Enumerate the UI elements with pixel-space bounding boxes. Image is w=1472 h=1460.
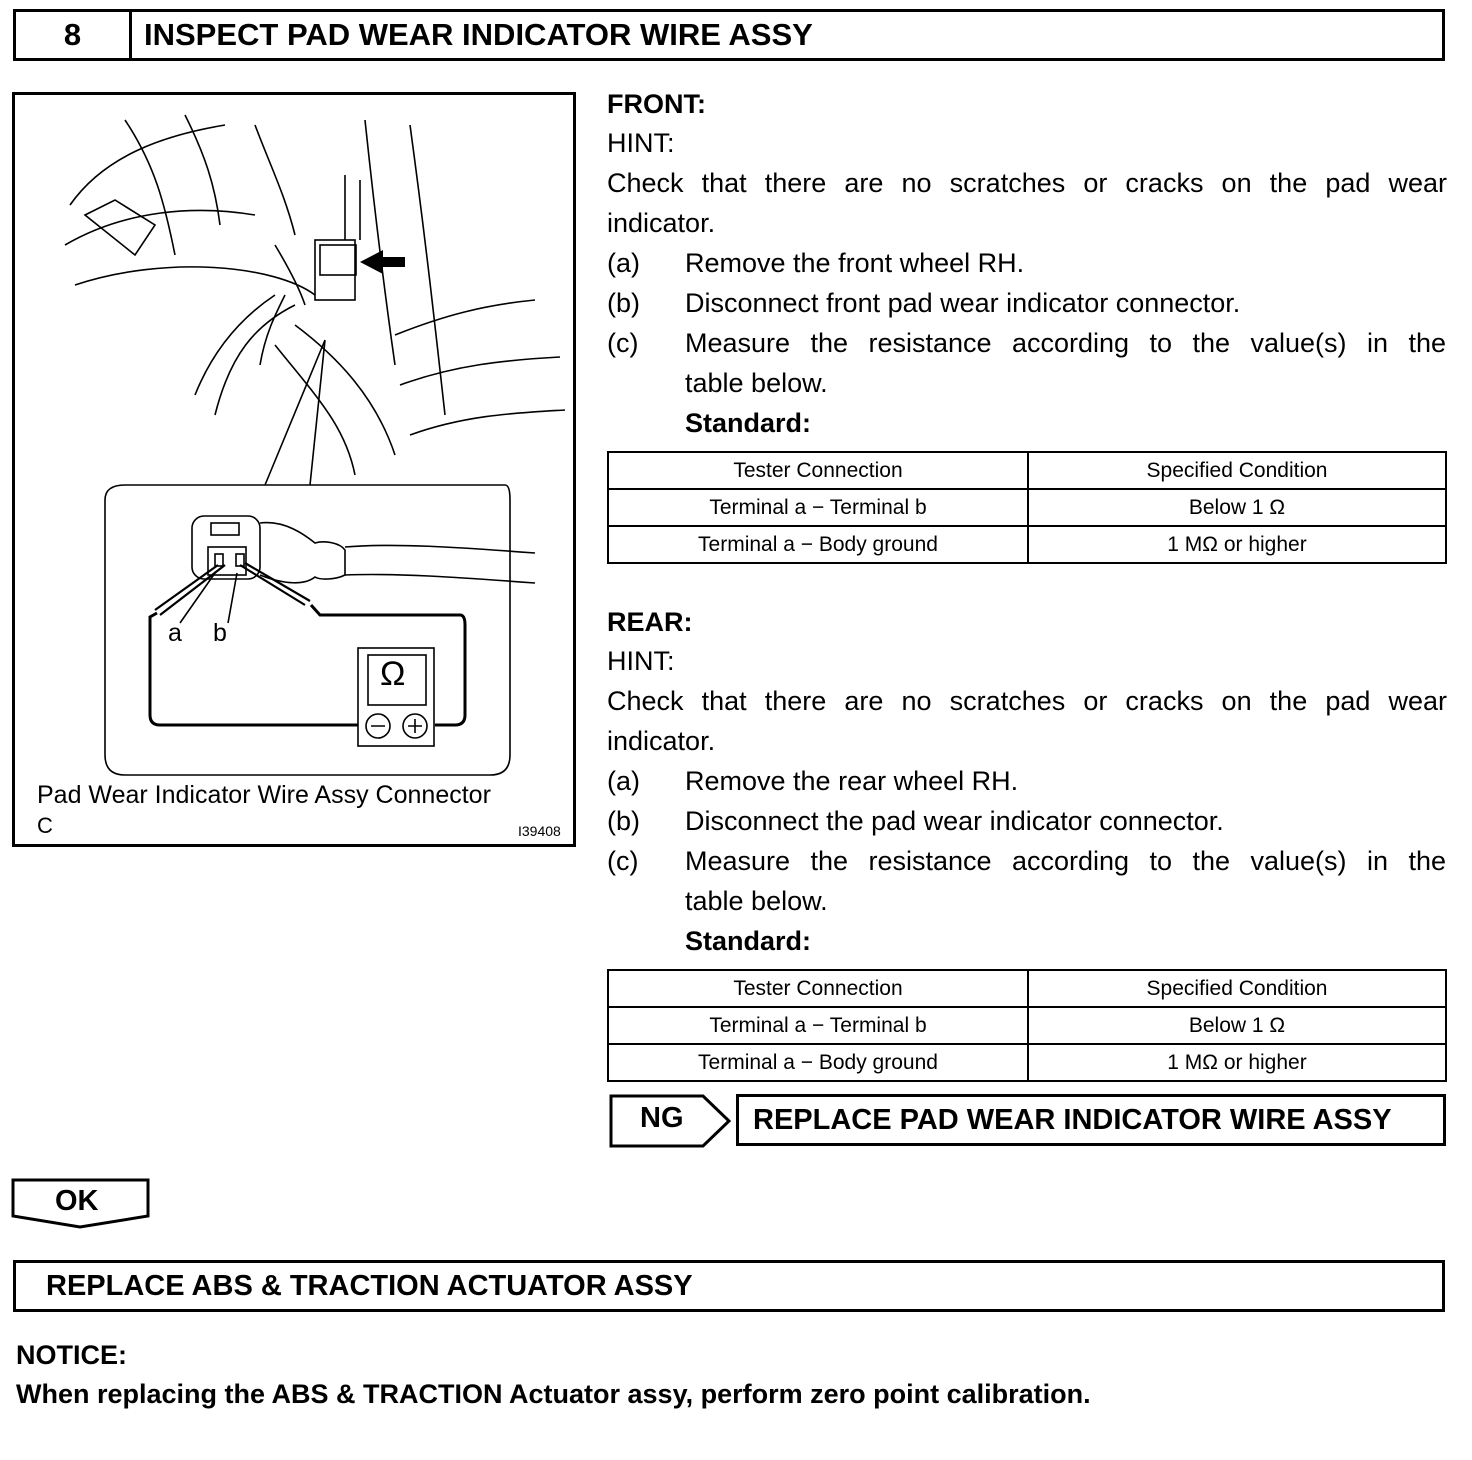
arrow-icon [360, 250, 405, 274]
connector-illustration [12, 92, 576, 847]
figure-letter: C [37, 813, 53, 838]
wire-assy-drawing [15, 95, 573, 844]
front-hint-label: HINT: [607, 128, 675, 158]
final-action-box [13, 1260, 1445, 1312]
notice-title: NOTICE: [16, 1340, 127, 1370]
step-number: 8 [16, 12, 132, 58]
rear-step-label: (a) [607, 766, 640, 796]
front-step-label: (b) [607, 288, 640, 318]
step-title: INSPECT PAD WEAR INDICATOR WIRE ASSY [144, 17, 813, 52]
notice-text: When replacing the ABS & TRACTION Actuator assy, perform zero point calibration. [16, 1379, 1091, 1409]
front-step-label: (a) [607, 248, 640, 278]
table-cell: Terminal a − Body ground [608, 526, 1028, 563]
front-step-label: (c) [607, 328, 639, 358]
rear-spec-table [607, 969, 1447, 1082]
front-step-text: Measure the resistance according to the value(s) in the [685, 328, 1446, 358]
rear-step-label: (b) [607, 806, 640, 836]
table-header-row [608, 970, 1446, 1007]
table-row [608, 1007, 1446, 1044]
rear-step-text: Remove the rear wheel RH. [685, 766, 1019, 796]
front-spec-table [607, 451, 1447, 564]
table-cell: Terminal a − Body ground [608, 1044, 1028, 1081]
rear-hint-text-cont: indicator. [607, 726, 716, 756]
table-cell: Below 1 Ω [1028, 1007, 1446, 1044]
figure-caption: Pad Wear Indicator Wire Assy Connector [37, 781, 491, 809]
table-cell: Below 1 Ω [1028, 489, 1446, 526]
terminal-b-label: b [213, 619, 227, 647]
table-row [608, 489, 1446, 526]
front-hint-text: Check that there are no scratches or cracks on the pad wear [607, 168, 1447, 198]
ok-label: OK [55, 1185, 99, 1217]
table-cell: Terminal a − Terminal b [608, 1007, 1028, 1044]
ng-label: NG [640, 1102, 684, 1134]
front-step-text: Remove the front wheel RH. [685, 248, 1025, 278]
front-step-text: Disconnect front pad wear indicator connector. [685, 288, 1241, 318]
ng-action-box [736, 1094, 1446, 1146]
front-hint-text-cont: indicator. [607, 208, 716, 238]
rear-hint-text: Check that there are no scratches or cracks on the pad wear [607, 686, 1447, 716]
table-header-cell: Specified Condition [1028, 452, 1446, 489]
rear-step-label: (c) [607, 846, 639, 876]
table-header-row [608, 452, 1446, 489]
step-header [13, 9, 1445, 61]
ng-action-text: REPLACE PAD WEAR INDICATOR WIRE ASSY [753, 1103, 1392, 1136]
rear-hint-label: HINT: [607, 646, 675, 676]
table-cell: Terminal a − Terminal b [608, 489, 1028, 526]
table-header-cell: Specified Condition [1028, 970, 1446, 1007]
front-standard-label: Standard: [685, 408, 812, 438]
table-cell: 1 MΩ or higher [1028, 1044, 1446, 1081]
rear-step-text-cont: table below. [685, 886, 828, 916]
front-step-text-cont: table below. [685, 368, 828, 398]
front-heading: FRONT: [607, 89, 706, 119]
ohm-icon: Ω [380, 655, 406, 693]
rear-step-text: Disconnect the pad wear indicator connector. [685, 806, 1224, 836]
terminal-a-label: a [168, 619, 182, 647]
rear-step-text: Measure the resistance according to the value(s) in the [685, 846, 1446, 876]
final-action-text: REPLACE ABS & TRACTION ACTUATOR ASSY [46, 1269, 693, 1302]
table-row [608, 526, 1446, 563]
table-row [608, 1044, 1446, 1081]
rear-heading: REAR: [607, 607, 693, 637]
figure-id: I39408 [518, 823, 561, 839]
table-header-cell: Tester Connection [608, 970, 1028, 1007]
table-cell: 1 MΩ or higher [1028, 526, 1446, 563]
rear-standard-label: Standard: [685, 926, 812, 956]
table-header-cell: Tester Connection [608, 452, 1028, 489]
